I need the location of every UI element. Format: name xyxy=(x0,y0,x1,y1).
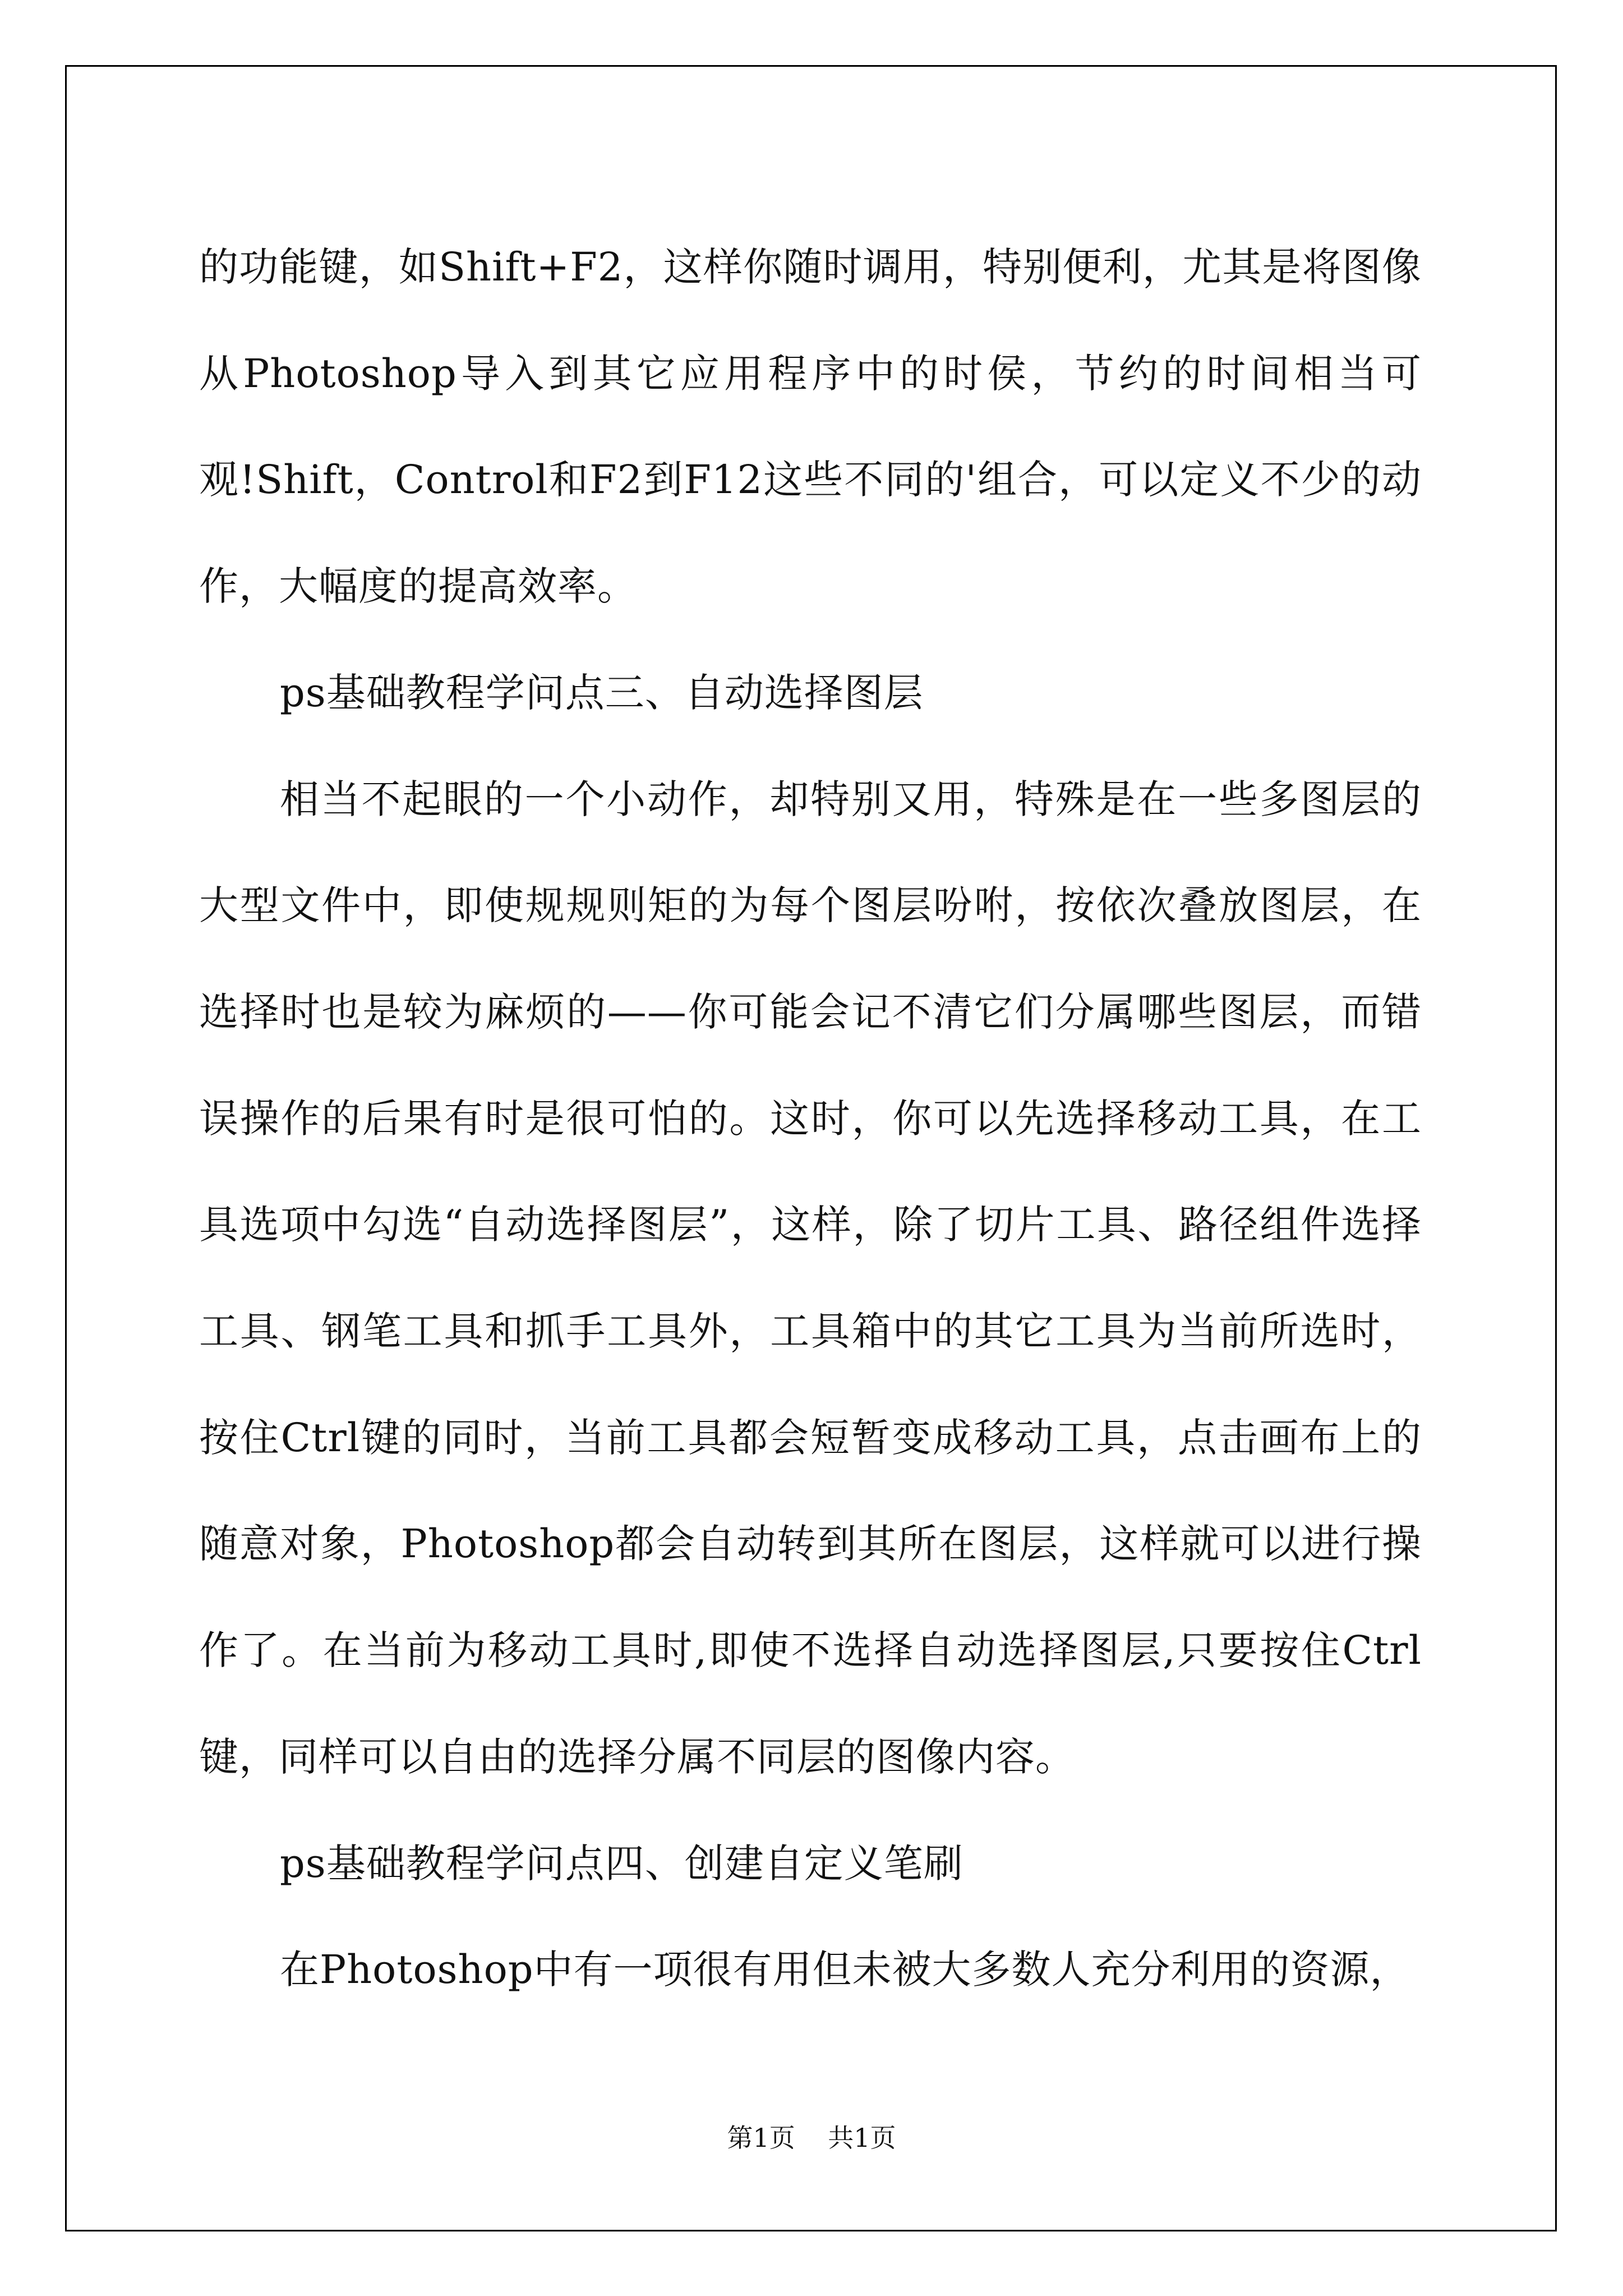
paragraph-continuation: 的功能键，如Shift+F2，这样你随时调用，特别便利，尤其是将图像从Photoshop导入到其它应用程序中的时侯，节约的时间相当可观!Shift，Control和F2到F12这些不同的'组合，可以定义不少的动作，大幅度的提高效率。 xyxy=(199,244,1422,610)
page-number-footer: 第1页 共1页 xyxy=(727,2123,896,2153)
section-heading-4: ps基础教程学问点四、创建自定义笔刷 xyxy=(280,1840,963,1887)
paragraph-auto-select-layer: 相当不起眼的一个小动作，却特别又用，特殊是在一些多图层的大型文件中，即使规规则矩的为每个图层吩咐，按依次叠放图层，在选择时也是较为麻烦的——你可能会记不清它们分属哪些图层，而错误操作的后果有时是很可怕的。这时，你可以先选择移动工具，在工具选项中勾选“自动选择图层”，这样，除了切片工具、路径组件选择工具、钢笔工具和抓手工具外，工具箱中的其它工具为当前所选时，按住Ctrl键的同时，当前工具都会短暂变成移动工具，点击画布上的随意对象，Photoshop都会自动转到其所在图层，这样就可以进行操作了。在当前为移动工具时,即使不选择自动选择图层,只要按住Ctrl键，同样可以自由的选择分属不同层的图像内容。 xyxy=(199,776,1422,1780)
paragraph-custom-brush: 在Photoshop中有一项很有用但未被大多数人充分利用的资源， xyxy=(280,1947,1410,1993)
section-heading-3: ps基础教程学问点三、自动选择图层 xyxy=(280,669,924,716)
document-body xyxy=(199,214,1422,2023)
